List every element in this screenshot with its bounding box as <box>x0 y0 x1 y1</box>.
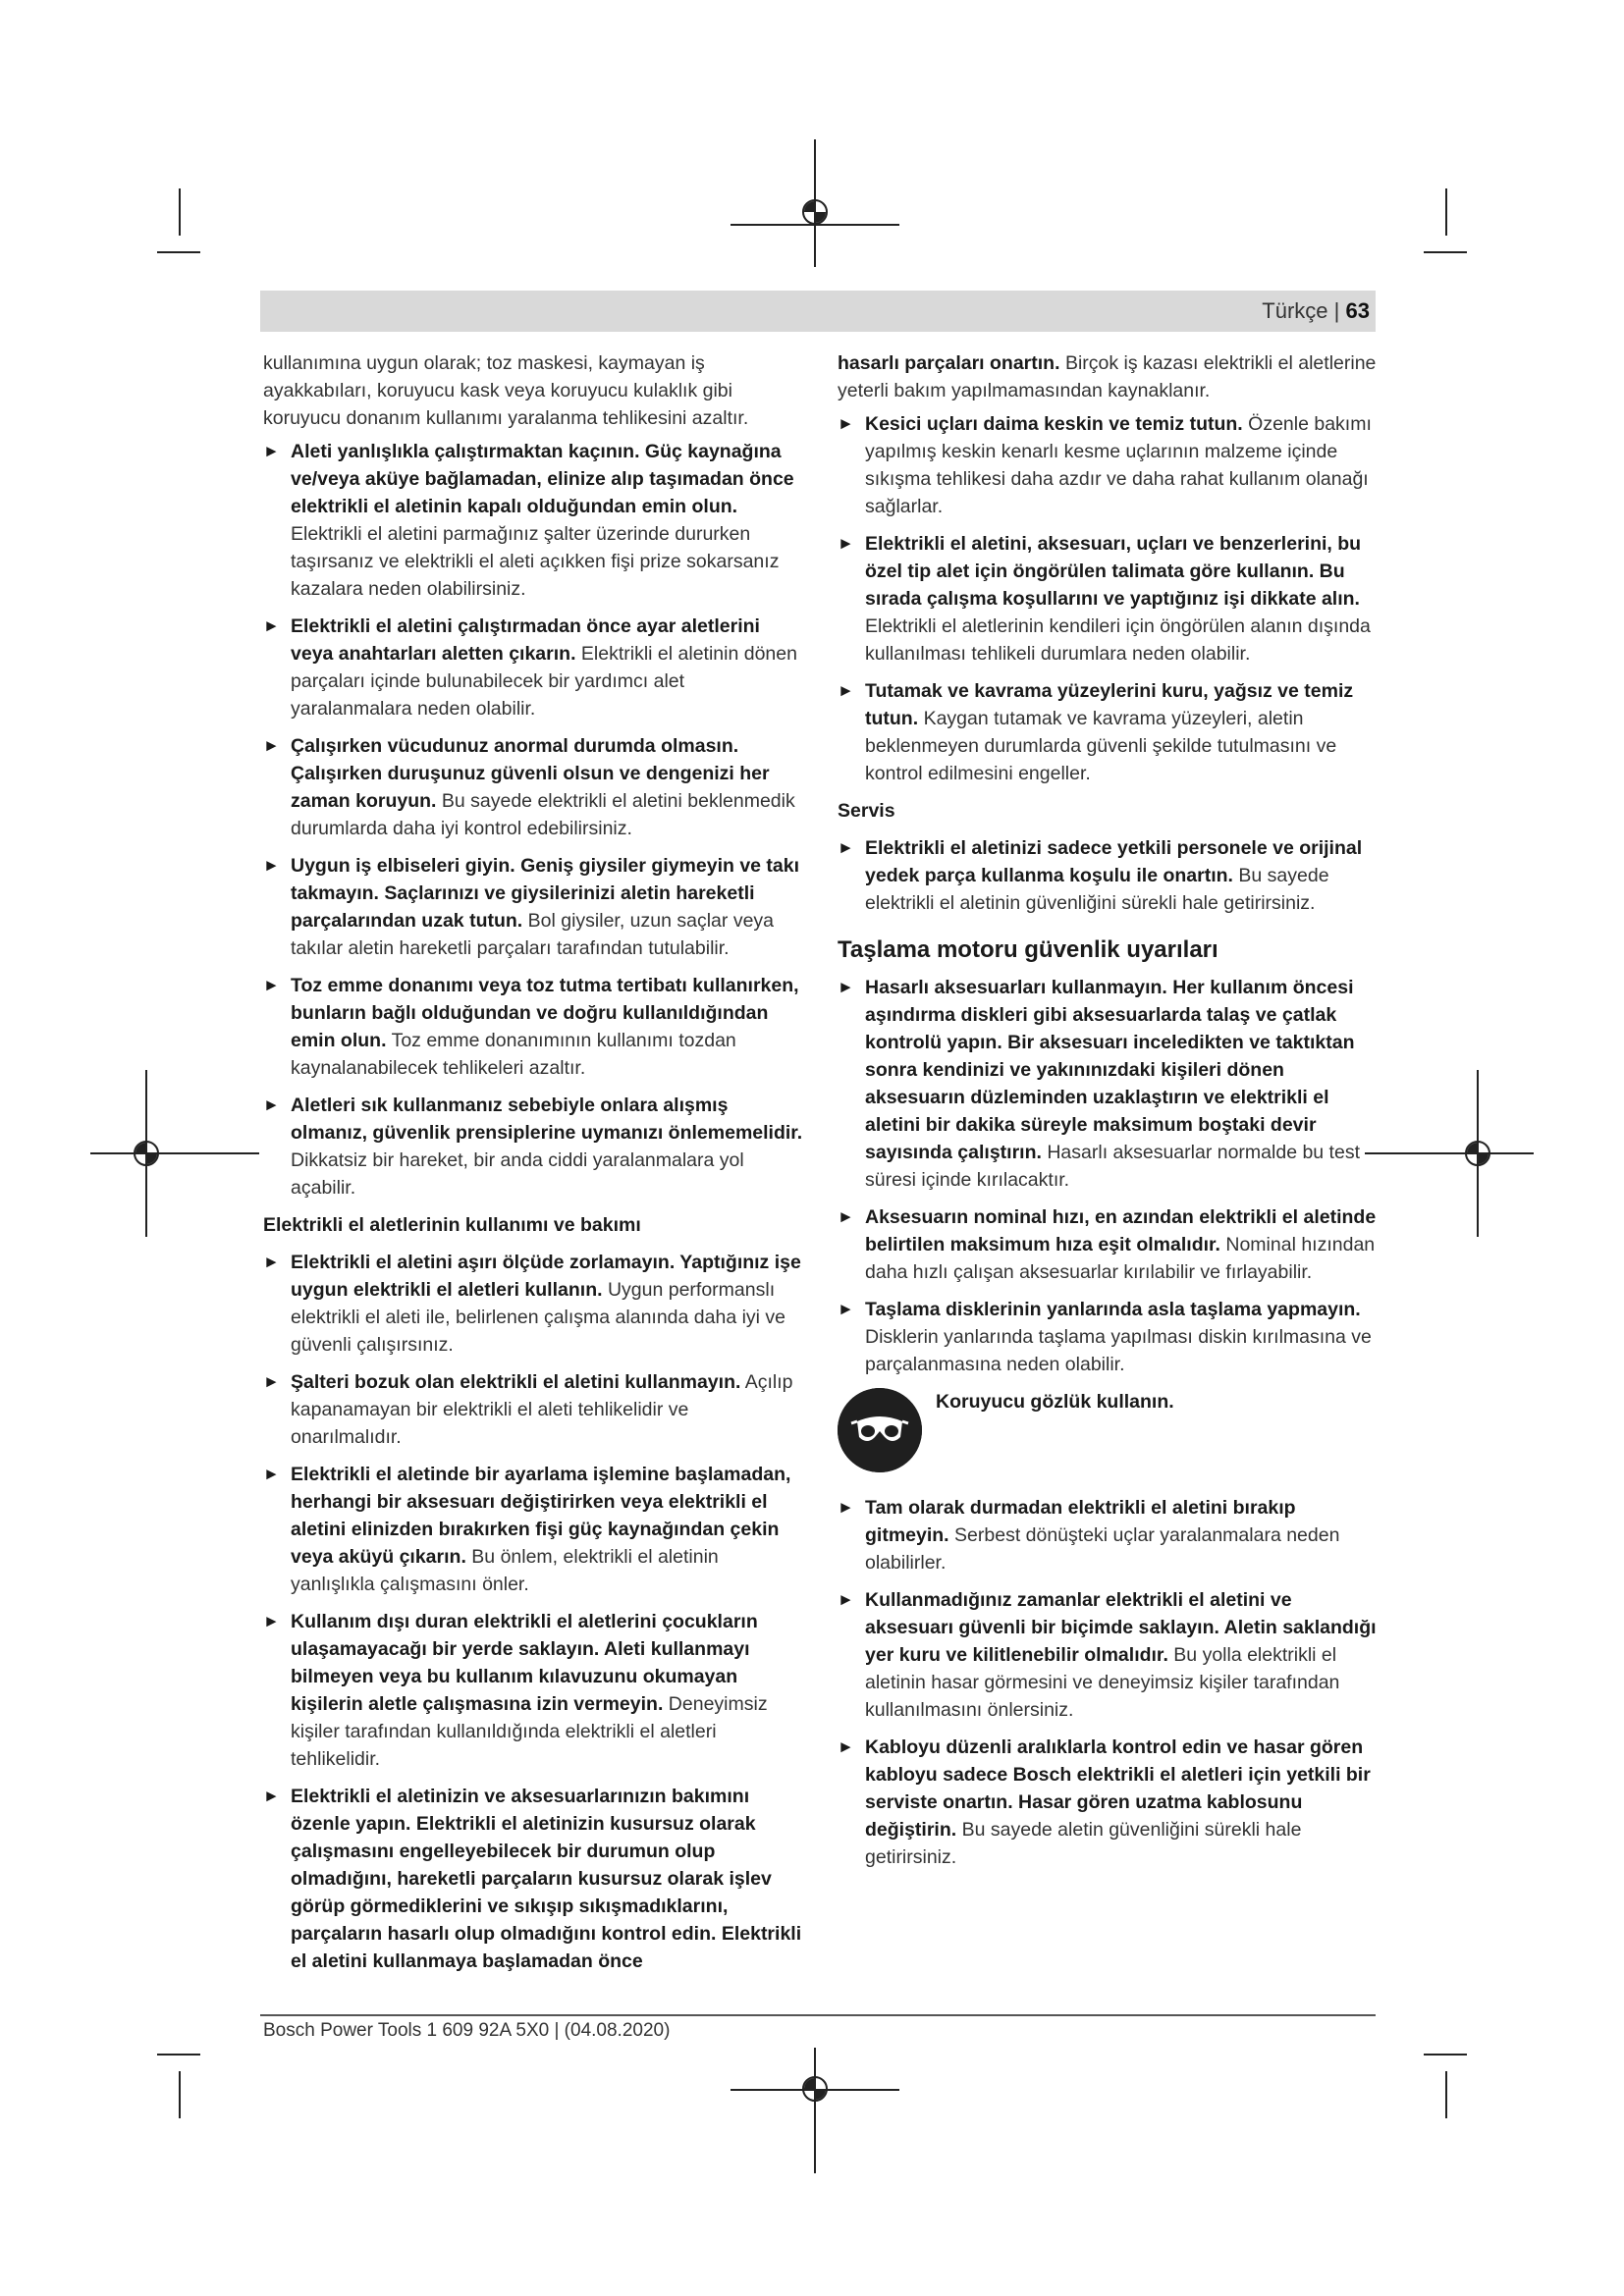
crop-mark <box>157 2054 200 2056</box>
item-text: Deneyimsiz kişiler tarafından kullanıldığında elektrikli el aletleri tehlikelidir. <box>291 1693 768 1770</box>
safety-goggles-icon <box>838 1388 922 1472</box>
item-text: Özenle bakımı yapılmış keskin kenarlı kesme uçlarının malzeme içinde sıkışma tehlikesi daha azdır ve daha rahat kullanım olanağı sağlarlar. <box>865 413 1372 517</box>
left-items <box>263 438 803 1201</box>
item-text: Kaygan tutamak ve kavrama yüzeyleri, aletin beklenmeyen durumlarda güvenli şekilde tutulmasını ve kontrol edilmesini engeller. <box>865 708 1337 784</box>
item-bold-text: Çalışırken vücudunuz anormal durumda olmasın. Çalışırken duruşunuz güvenli olsun ve dengenizi her zaman koruyun. <box>291 735 770 812</box>
item-bold-text: Aksesuarın nominal hızı, en azından elektrikli el aletinde belirtilen maksimum hıza eşit olmalıdır. <box>865 1206 1377 1255</box>
bullet-icon: ► <box>263 976 280 994</box>
footer-text: Bosch Power Tools 1 609 92A 5X0 | (04.08.2020) <box>263 2020 671 2041</box>
list-item <box>838 410 1378 520</box>
crop-mark <box>1424 2054 1467 2056</box>
header-separator: | <box>1333 298 1340 323</box>
item-text: Bu sayede aletin güvenliğini sürekli hale getirirsiniz. <box>865 1819 1302 1868</box>
crop-mark <box>179 2071 181 2118</box>
item-bold-text: Kabloyu düzenli aralıklarla kontrol edin ve hasar gören kabloyu sadece Bosch elektrikli el aletleri için yetkili bir serviste onartın. Hasar gören uzatma kablosunu değiştirin. <box>865 1736 1371 1841</box>
item-text: Bu önlem, elektrikli el aletinin yanlışlıkla çalışmasını önler. <box>291 1546 719 1595</box>
section-title-usage: Elektrikli el aletlerinin kullanımı ve bakımı <box>263 1214 641 1236</box>
bullet-icon: ► <box>263 1787 280 1805</box>
list-item <box>263 1368 803 1451</box>
item-bold-text: Elektrikli el aletini aşırı ölçüde zorlamayın. Yaptığınız işe uygun elektrikli el aletleri kullanın. <box>291 1252 801 1301</box>
list-item <box>263 852 803 962</box>
item-text: Disklerin yanlarında taşlama yapılması diskin kırılmasına ve parçalanmasına neden olabilir. <box>865 1326 1372 1375</box>
list-item <box>263 438 803 603</box>
list-item <box>263 613 803 722</box>
item-bold-text: Elektrikli el aletinizin ve aksesuarlarınızın bakımını özenle yapın. Elektrikli el aletinizin kusursuz olarak çalışmasını engelleyebilecek bir durumun olup olmadığını, hareketli parçaların kusursuz olarak işlev görüp görmediklerini ve sıkışıp sıkışmadıklarını, parçaların hasarlı olup olmadığını kontrol edin. Elektrikli el aletini kullanmaya başlamadan önce <box>291 1786 802 1972</box>
item-text: Bol giysiler, uzun saçlar veya takılar aletin hareketli parçaları tarafından tutulabilir. <box>291 910 775 959</box>
registration-mark-icon <box>134 1141 159 1166</box>
list-item <box>838 530 1378 667</box>
final-items <box>838 1494 1378 1871</box>
item-bold-text: Şalteri bozuk olan elektrikli el aletini kullanmayın. <box>291 1371 741 1393</box>
right-column <box>838 349 1378 1881</box>
header-language: Türkçe <box>1262 298 1328 323</box>
footer-rule <box>260 2014 1376 2016</box>
item-text: Bu sayede elektrikli el aletinin güvenliğini sürekli hale getirirsiniz. <box>865 865 1329 914</box>
item-text: Toz emme donanımının kullanımı tozdan kaynalanabilecek tehlikeleri azaltır. <box>291 1030 736 1079</box>
list-item <box>263 972 803 1082</box>
bullet-icon: ► <box>263 616 280 635</box>
bullet-icon: ► <box>263 1095 280 1114</box>
crop-mark <box>1424 251 1467 253</box>
item-text: Uygun performanslı elektrikli el aleti ile, belirlenen çalışma alanında daha iyi ve güvenli çalışırsınız. <box>291 1279 786 1356</box>
crop-mark <box>1445 188 1447 236</box>
bullet-icon: ► <box>263 1465 280 1483</box>
item-text: Elektrikli el aletinin dönen parçaları içinde bulunabilecek bir yardımcı alet yaralanmalara neden olabilir. <box>291 643 797 720</box>
item-bold-text: Aleti yanlışlıkla çalıştırmaktan kaçının. Güç kaynağına ve/veya aküye bağlamadan, elinize alıp taşımadan önce elektrikli el aletinin kapalı olduğundan emin olun. <box>291 441 794 517</box>
item-bold-text: Taşlama disklerinin yanlarında asla taşlama yapmayın. <box>865 1299 1361 1320</box>
page-number: 63 <box>1345 298 1370 323</box>
right-intro <box>838 349 1378 404</box>
service-items <box>838 834 1378 917</box>
bullet-icon: ► <box>838 1498 854 1517</box>
item-bold-text: Elektrikli el aletinde bir ayarlama işlemine başlamadan, herhangi bir aksesuarı değiştirirken veya elektrikli el aletini elinizden bırakırken fişi güç kaynağından çekin veya aküyü çıkarın. <box>291 1464 791 1568</box>
bullet-icon: ► <box>263 736 280 755</box>
bullet-icon: ► <box>263 1372 280 1391</box>
right-intro-bold: hasarlı parçaları onartın. <box>838 352 1060 374</box>
item-bold-text: Elektrikli el aletini çalıştırmadan önce ayar aletlerini veya anahtarları aletten çıkarın. <box>291 615 760 665</box>
list-item <box>838 1494 1378 1576</box>
header-label <box>1262 298 1370 324</box>
list-item <box>838 1203 1378 1286</box>
item-bold-text: Tam olarak durmadan elektrikli el aletini bırakıp gitmeyin. <box>865 1497 1296 1546</box>
bullet-icon: ► <box>838 414 854 433</box>
crop-mark <box>1365 1152 1534 1154</box>
list-item <box>263 1461 803 1598</box>
item-bold-text: Elektrikli el aletini, aksesuarı, uçları ve benzerlerini, bu özel tip alet için öngörülen talimata göre kullanın. Bu sırada çalışma koşullarını ve yaptığınız işi dikkate alın. <box>865 533 1362 610</box>
list-item <box>263 732 803 842</box>
right-items <box>838 410 1378 787</box>
item-text: Açılıp kapanamayan bir elektrikli el aleti tehlikelidir ve onarılmalıdır. <box>291 1371 793 1448</box>
item-text: Bu sayede elektrikli el aletini beklenmedik durumlarda daha iyi kontrol edebilirsiniz. <box>291 790 795 839</box>
item-bold-text: Hasarlı aksesuarları kullanmayın. Her kullanım öncesi aşındırma diskleri gibi aksesuarlarda talaş ve çatlak kontrolü yapın. Bir aksesuarı inceledikten ve taktıktan sonra kendinizi ve yakınınızdaki kişileri dönen aksesuarın düzleminden uzaklaştırın ve elektrikli el aletini bir dakika süreyle maksimum boştaki devir sayısında çalıştırın. <box>865 977 1355 1163</box>
bullet-icon: ► <box>263 1612 280 1630</box>
list-item <box>838 834 1378 917</box>
crop-mark <box>157 251 200 253</box>
list-item <box>263 1608 803 1773</box>
list-item <box>838 1296 1378 1378</box>
crop-mark <box>814 2048 816 2173</box>
item-bold-text: Kullanmadığınız zamanlar elektrikli el aletini ve aksesuarı güvenli bir biçimde saklayın. Aletin saklandığı yer kuru ve kilitlenebilir olmalıdır. <box>865 1589 1377 1666</box>
item-bold-text: Kullanım dışı duran elektrikli el aletlerini çocukların ulaşamayacağı bir yerde saklayın. Aleti kullanmayı bilmeyen veya bu kullanım kılavuzunu okumayan kişilerin aletle çalışmasına izin vermeyin. <box>291 1611 758 1715</box>
section-title-service: Servis <box>838 800 895 822</box>
bullet-icon: ► <box>263 856 280 875</box>
item-bold-text: Tutamak ve kavrama yüzeylerini kuru, yağsız ve temiz tutun. <box>865 680 1354 729</box>
goggles-text: Koruyucu gözlük kullanın. <box>936 1391 1174 1413</box>
bullet-icon: ► <box>263 1253 280 1271</box>
list-item <box>263 1783 803 1975</box>
item-text: Dikkatsiz bir hareket, bir anda ciddi yaralanmalara yol açabilir. <box>291 1149 744 1199</box>
item-bold-text: Toz emme donanımı veya toz tutma tertibatı kullanırken, bunların bağlı olduğundan ve doğru kullanıldığından emin olun. <box>291 975 799 1051</box>
list-item <box>838 1586 1378 1724</box>
section-title-grinder: Taşlama motoru güvenlik uyarıları <box>838 936 1218 963</box>
bullet-icon: ► <box>838 1207 854 1226</box>
item-text: Elektrikli el aletini parmağınız şalter üzerinde dururken taşırsanız ve elektrikli el aleti açıkken fişi prize sokarsanız kazalara neden olabilirsiniz. <box>291 523 780 600</box>
item-bold-text: Elektrikli el aletinizi sadece yetkili personele ve orijinal yedek parça kullanma koşulu ile onartın. <box>865 837 1363 886</box>
item-text: Elektrikli el aletlerinin kendileri için öngörülen alanın dışında kullanılması tehlikeli durumlara neden olabilir. <box>865 615 1371 665</box>
grinder-items <box>838 974 1378 1378</box>
crop-mark <box>179 188 181 236</box>
list-item <box>838 677 1378 787</box>
bullet-icon: ► <box>838 681 854 700</box>
item-text: Hasarlı aksesuarlar normalde bu test süresi içinde kırılacaktır. <box>865 1142 1360 1191</box>
item-text: Serbest dönüşteki uçlar yaralanmalara neden olabilirler. <box>865 1524 1340 1574</box>
list-item <box>838 1734 1378 1871</box>
registration-mark-icon <box>802 2076 828 2102</box>
left-column <box>263 349 803 1985</box>
crop-mark <box>90 1152 259 1154</box>
item-text: Bu yolla elektrikli el aletinin hasar görmesini ve deneyimsiz kişiler tarafından kullanılmasını önlersiniz. <box>865 1644 1340 1721</box>
bullet-icon: ► <box>838 534 854 553</box>
item-bold-text: Kesici uçları daima keskin ve temiz tutun. <box>865 413 1243 435</box>
item-bold-text: Aletleri sık kullanmanız sebebiyle onlara alışmış olmanız, güvenlik prensiplerine uymanızı önlememelidir. <box>291 1095 803 1144</box>
bullet-icon: ► <box>838 838 854 857</box>
right-intro-text: Birçok iş kazası elektrikli el aletlerine yeterli bakım yapılmamasından kaynaklanır. <box>838 352 1377 401</box>
list-item <box>263 1249 803 1359</box>
bullet-icon: ► <box>838 978 854 996</box>
registration-mark-icon <box>1465 1141 1490 1166</box>
bullet-icon: ► <box>838 1300 854 1318</box>
bullet-icon: ► <box>838 1590 854 1609</box>
goggles-warning <box>838 1388 1378 1472</box>
registration-mark-icon <box>802 199 828 225</box>
item-text: Nominal hızından daha hızlı çalışan aksesuarlar kırılabilir ve fırlayabilir. <box>865 1234 1376 1283</box>
page-header <box>260 291 1376 332</box>
left-items-usage <box>263 1249 803 1975</box>
list-item <box>838 974 1378 1194</box>
item-bold-text: Uygun iş elbiseleri giyin. Geniş giysiler giymeyin ve takı takmayın. Saçlarınızı ve giysilerinizi aletin hareketli parçalarından uzak tutun. <box>291 855 800 932</box>
left-intro: kullanımına uygun olarak; toz maskesi, kaymayan iş ayakkabıları, koruyucu kask veya koruyucu kulaklık gibi koruyucu donanım kullanımı yaralanma tehlikesini azaltır. <box>263 352 749 429</box>
crop-mark <box>1445 2071 1447 2118</box>
bullet-icon: ► <box>263 442 280 460</box>
list-item <box>263 1092 803 1201</box>
bullet-icon: ► <box>838 1737 854 1756</box>
